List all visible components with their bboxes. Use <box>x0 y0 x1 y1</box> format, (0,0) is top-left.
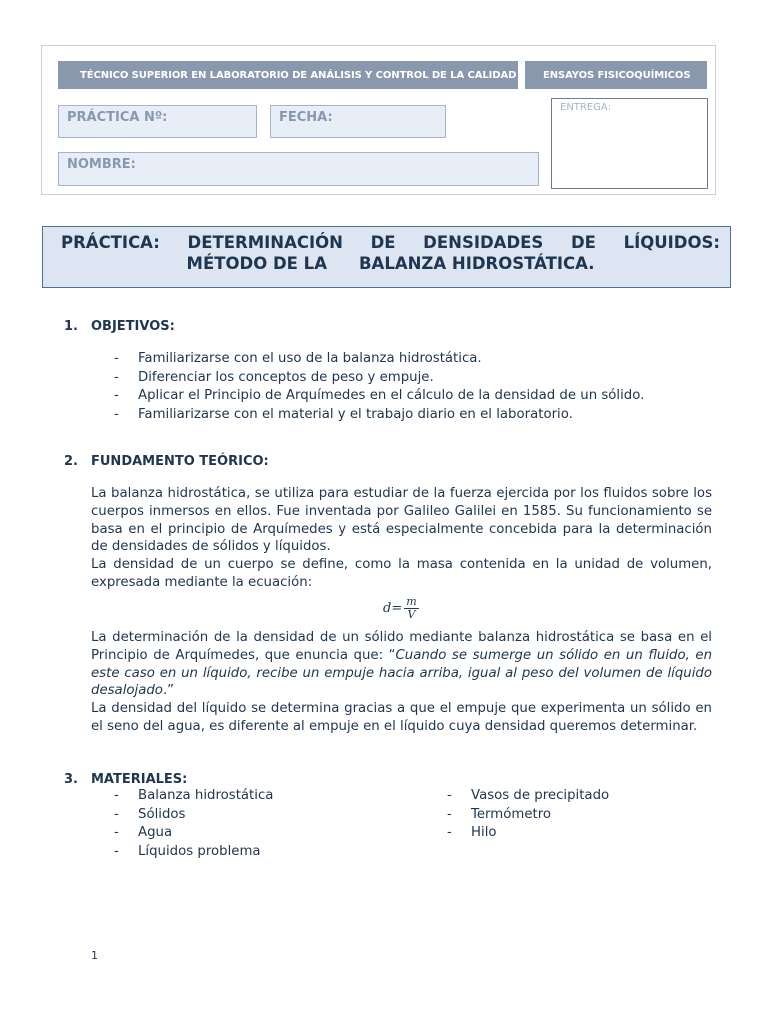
section-number: 1. <box>64 319 78 334</box>
formula-equals: = <box>391 601 403 616</box>
objetivos-list <box>114 350 644 424</box>
date-field[interactable]: FECHA: <box>270 105 446 138</box>
list-item: - Vasos de precipitado <box>447 788 610 803</box>
section-title: FUNDAMENTO TEÓRICO: <box>91 454 269 469</box>
materiales-list-col1 <box>114 787 273 861</box>
header-card <box>41 45 716 195</box>
fundamento-paragraph-2: La densidad de un cuerpo se define, como la masa contenida en la unidad de volumen, expresada mediante la ecuación: <box>91 557 712 590</box>
title-line-2 <box>61 253 720 274</box>
course-bar: TÉCNICO SUPERIOR EN LABORATORIO DE ANÁLISIS Y CONTROL DE LA CALIDAD <box>58 61 518 89</box>
entrega-box[interactable]: ENTREGA: <box>551 98 708 189</box>
list-item: - Familiarizarse con el material y el trabajo diario en el laboratorio. <box>114 406 573 422</box>
fundamento-paragraph-3: La determinación de la densidad de un sólido mediante balanza hidrostática se basa en el Principio de Arquímedes, que enuncia que: “Cuando se sumerge un sólido en un fluido, en este caso en un líquido, recibe un empuje hacia arriba, igual al peso del volumen de líquido desalojado.” <box>91 630 712 699</box>
title-line-1: PRÁCTICA: DETERMINACIÓN DE DENSIDADES DE LÍQUIDOS: <box>61 233 720 252</box>
materiales-list-col2 <box>447 787 609 843</box>
list-item: - Agua <box>114 825 173 840</box>
materiales-heading <box>64 772 187 787</box>
formula-lhs: d <box>383 601 392 616</box>
archimedes-quote: Cuando se sumerge un sólido en un fluido, en este caso en un líquido, recibe un empuje hacia arriba, igual al peso del volumen de líquido desalojado <box>91 647 712 699</box>
list-item: - Líquidos problema <box>114 843 261 859</box>
list-item: - Aplicar el Principio de Arquímedes en el cálculo de la densidad de un sólido. <box>114 388 645 403</box>
list-item: - Termómetro <box>447 806 552 822</box>
formula-numerator: m <box>406 595 417 608</box>
practica-number-field[interactable]: PRÁCTICA Nº: <box>58 105 257 138</box>
formula-fraction <box>404 596 418 621</box>
list-item: - Hilo <box>447 825 497 840</box>
section-number: 3. <box>64 772 78 787</box>
fundamento-paragraph-4: La densidad del líquido se determina gracias a que el empuje que experimenta un sólido en el seno del agua, es diferente al empuje en el líquido cuya densidad queremos determinar. <box>91 701 712 734</box>
module-bar: ENSAYOS FISICOQUÍMICOS <box>525 61 707 89</box>
fundamento-paragraph-1: La balanza hidrostática, se utiliza para estudiar de la fuerza ejercida por los fluidos sobre los cuerpos inmersos en ellos. Fue inventada por Galileo Galilei en 1585. Su funcionamiento se basa en el principio de Arquímedes y está especialmente concebida para la determinación de densidades de sólidos y líquidos. <box>91 486 712 555</box>
title-line-2a: MÉTODO DE LA <box>186 254 327 273</box>
section-title: OBJETIVOS: <box>91 319 175 334</box>
fundamento-heading <box>64 454 269 469</box>
objetivos-heading <box>64 319 175 334</box>
density-formula <box>383 596 419 621</box>
list-item: - Sólidos <box>114 806 186 822</box>
list-item: - Diferenciar los conceptos de peso y empuje. <box>114 369 434 385</box>
section-number: 2. <box>64 454 78 469</box>
title-line-2b: BALANZA HIDROSTÁTICA. <box>358 254 595 273</box>
page-number: 1 <box>91 949 98 962</box>
formula-denominator: V <box>407 608 416 621</box>
section-title: MATERIALES: <box>91 772 188 787</box>
name-field[interactable]: NOMBRE: <box>58 152 539 186</box>
list-item: - Balanza hidrostática <box>114 788 274 803</box>
list-item: - Familiarizarse con el uso de la balanza hidrostática. <box>114 351 482 366</box>
practice-title-box <box>42 226 731 288</box>
